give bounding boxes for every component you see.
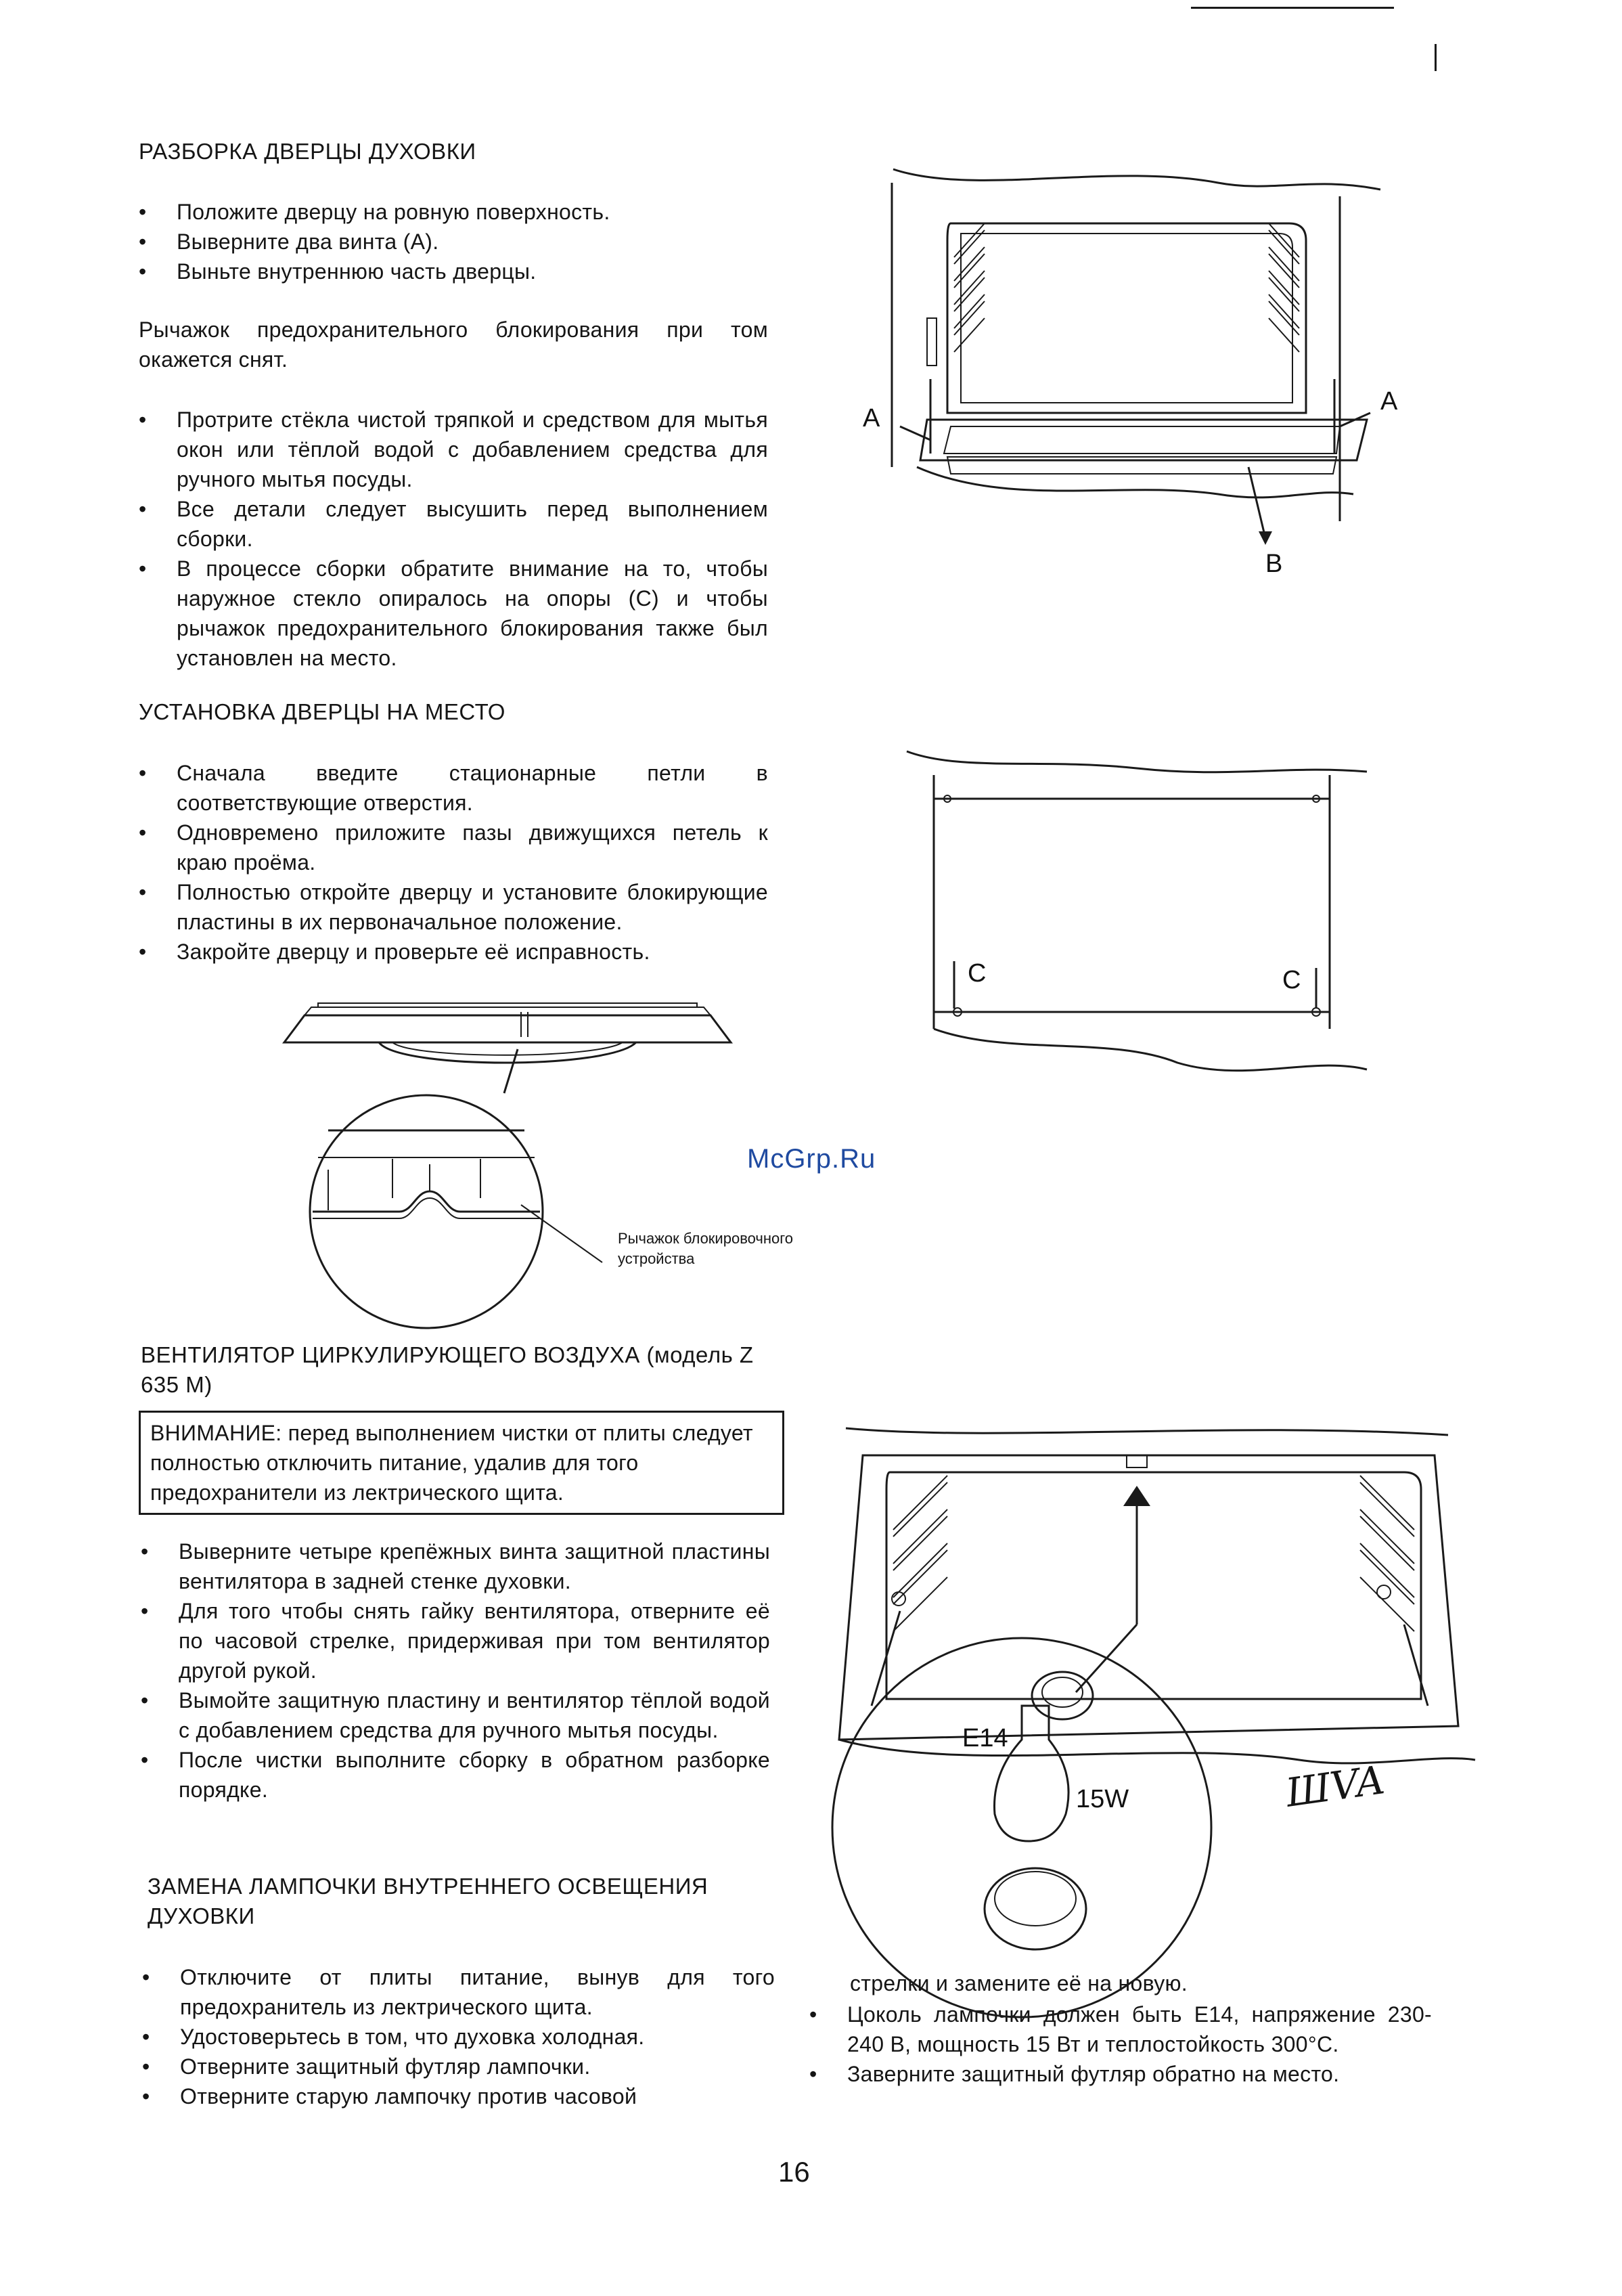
section-heading-door-refit: УСТАНОВКА ДВЕРЦЫ НА МЕСТО: [139, 699, 505, 724]
label-c-left: C: [968, 959, 987, 988]
cleaning-steps: [139, 405, 768, 673]
oven-door-figure: [839, 156, 1407, 589]
door-refit-steps: [139, 758, 768, 967]
lamp-steps-left: [142, 1962, 775, 2111]
label-c-right: C: [1282, 966, 1301, 994]
list-item: • Выверните четыре крепёжных винта защитной пластины вентилятора в задней стенке духовки.: [141, 1537, 770, 1596]
lamp-step-continuation: стрелки и замените её на новую.: [850, 1971, 1188, 1995]
list-item: • Удостоверьтесь в том, что духовка холодная.: [142, 2022, 775, 2052]
list-item: • Отверните старую лампочку против часовой: [142, 2081, 775, 2111]
list-item: • Выверните два винта (А).: [139, 227, 761, 257]
list-item: • После чистки выполните сборку в обратном разборке порядке.: [141, 1745, 770, 1805]
top-rule: [1191, 7, 1394, 9]
list-item: • В процессе сборки обратите внимание на то, чтобы наружное стекло опиралось на опоры (С) и чтобы рычажок предохранительного блокирования также был установлен на место.: [139, 554, 768, 673]
watermark: McGrp.Ru: [747, 1144, 876, 1174]
warning-box: ВНИМАНИЕ: перед выполнением чистки от плиты следует полностью отключить питание, удалив для того предохранители из лектрического щита.: [139, 1411, 784, 1515]
list-item: • Сначала введите стационарные петли в соответствующие отверстия.: [139, 758, 768, 818]
list-item: • Заверните защитный футляр обратно на место.: [809, 2059, 1432, 2089]
outer-glass-figure: [907, 745, 1394, 1124]
lever-caption: Рычажок блокировочного устройства: [618, 1230, 794, 1267]
list-item: • Протрите стёкла чистой тряпкой и средством для мытья окон или тёплой водой с добавлением средства для ручного мытья посуды.: [139, 405, 768, 494]
list-item: • Все детали следует высушить перед выполнением сборки.: [139, 494, 768, 554]
handwritten-signature: ШVA: [1282, 1757, 1388, 1816]
section-heading-fan: ВЕНТИЛЯТОР ЦИРКУЛИРУЮЩЕГО ВОЗДУХА (модель Z 635 M): [141, 1342, 754, 1397]
top-mark: [1435, 44, 1437, 71]
list-item: • Вымойте защитную пластину и вентилятор тёплой водой с добавлением средства для ручного мытья посуды.: [141, 1685, 770, 1745]
oven-lamp-figure: [826, 1421, 1475, 1936]
label-b: B: [1265, 550, 1283, 578]
label-a-left: A: [863, 404, 880, 433]
label-15w: 15W: [1076, 1785, 1129, 1813]
door-disassembly-steps: [139, 197, 761, 286]
lamp-steps-right: [809, 2000, 1432, 2089]
list-item: • Отключите от плиты питание, вынув для того предохранитель из лектрического щита.: [142, 1962, 775, 2022]
list-item: • Цоколь лампочки должен быть Е14, напряжение 230-240 В, мощность 15 Вт и теплостойкость 300°С.: [809, 2000, 1432, 2059]
label-a-right: A: [1380, 387, 1398, 416]
list-item: • Выньте внутреннюю часть дверцы.: [139, 257, 761, 286]
section-heading-lamp: ЗАМЕНА ЛАМПОЧКИ ВНУТРЕННЕГО ОСВЕЩЕНИЯ ДУХОВКИ: [148, 1874, 708, 1928]
list-item: • Для того чтобы снять гайку вентилятора, отверните её по часовой стрелке, придерживая при том вентилятор другой рукой.: [141, 1596, 770, 1685]
list-item: • Полностью откройте дверцу и установите блокирующие пластины в их первоначальное положение.: [139, 877, 768, 937]
fan-cleaning-steps: [141, 1537, 770, 1805]
page-number: 16: [778, 2156, 810, 2188]
safety-lever-note: Рычажок предохранительного блокирования при том окажется снят.: [139, 317, 768, 372]
section-heading-door-disassembly: РАЗБОРКА ДВЕРЦЫ ДУХОВКИ: [139, 139, 476, 164]
list-item: • Положите дверцу на ровную поверхность.: [139, 197, 761, 227]
list-item: • Закройте дверцу и проверьте её исправность.: [139, 937, 768, 967]
list-item: • Одновремено приложите пазы движущихся петель к краю проёма.: [139, 818, 768, 877]
label-e14: E14: [962, 1724, 1008, 1752]
list-item: • Отверните защитный футляр лампочки.: [142, 2052, 775, 2081]
